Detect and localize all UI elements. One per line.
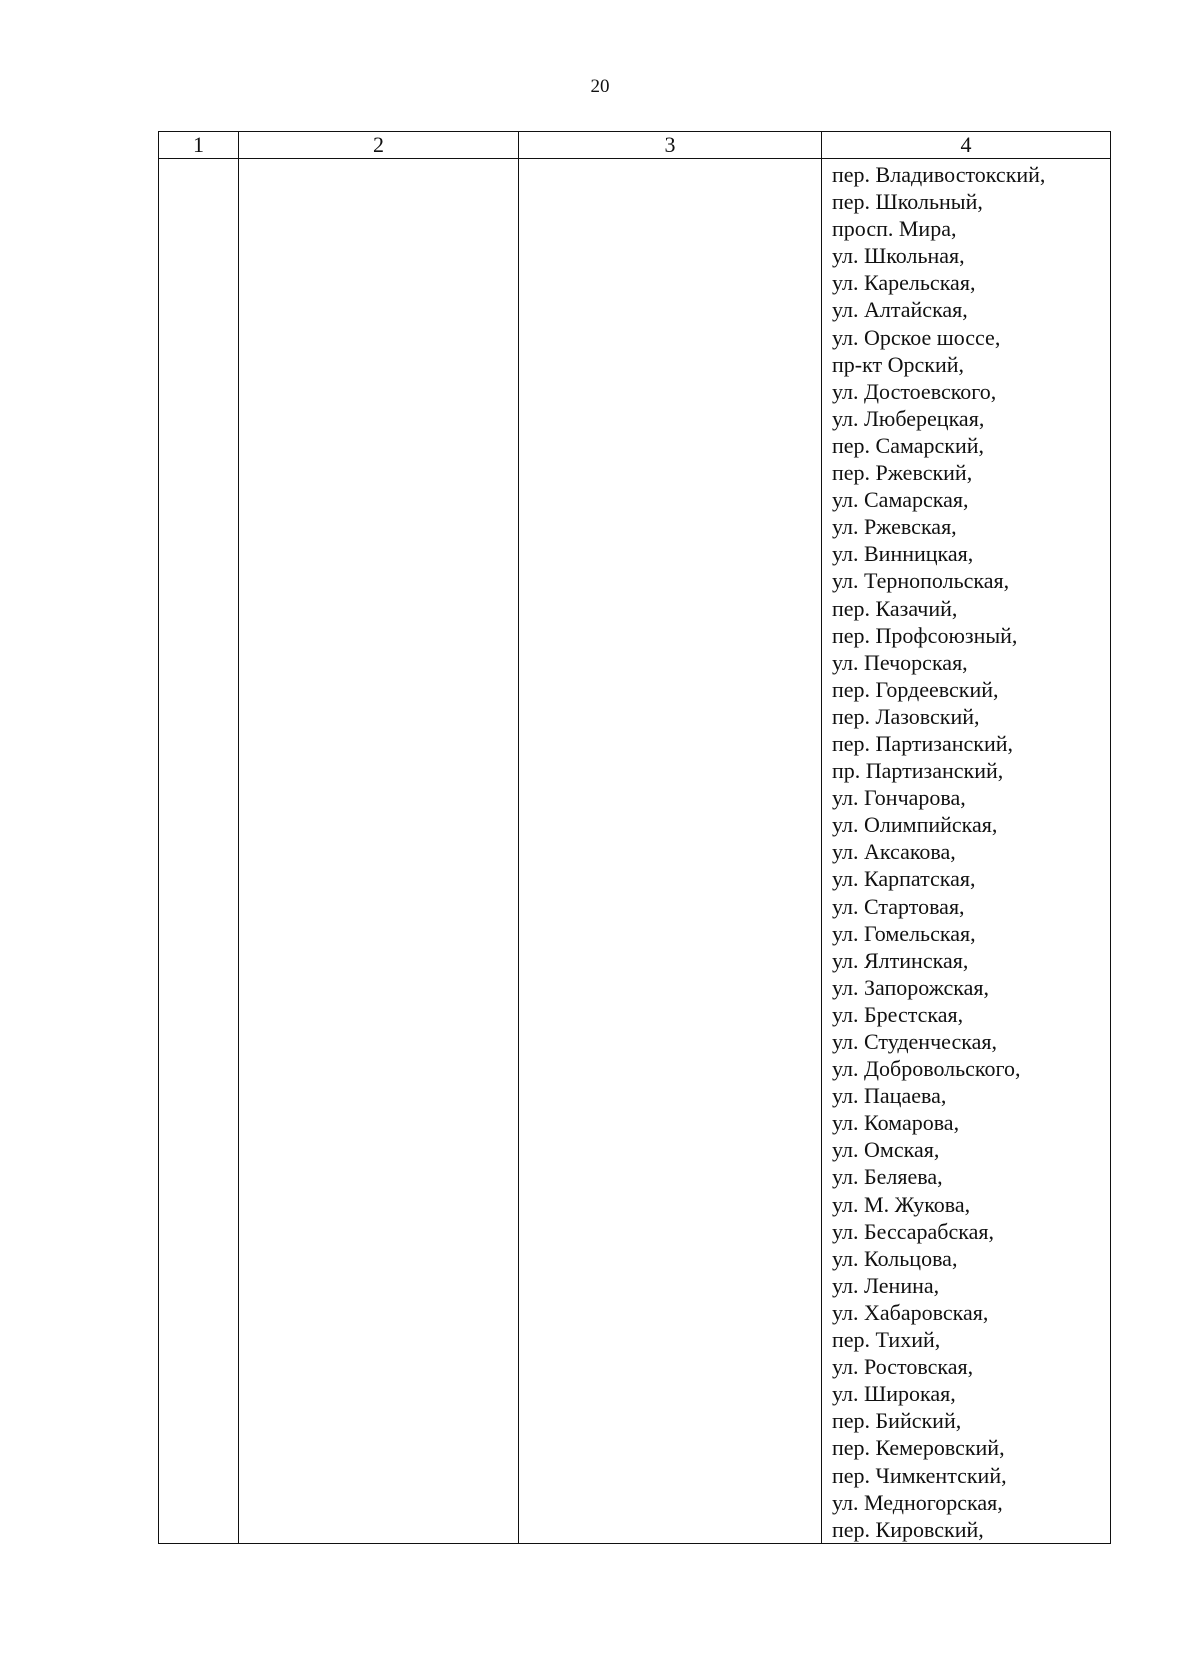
street-item: ул. Карельская, [832,270,976,296]
street-item: ул. Медногорская, [832,1489,1003,1515]
header-row [159,132,1111,159]
street-item: ул. Тернопольская, [832,568,1010,594]
street-item: ул. Карпатская, [832,866,976,892]
street-item: пер. Тихий, [832,1327,941,1353]
street-item: ул. Широкая, [832,1381,956,1407]
street-item: ул. Орское шоссе, [832,324,1001,350]
street-item: ул. Добровольского, [832,1056,1021,1082]
street-item: ул. Олимпийская, [832,812,998,838]
column-header-1: 1 [159,132,239,159]
street-item: ул. Беляева, [832,1164,943,1190]
street-item: ул. Печорская, [832,649,968,675]
street-item: ул. Аксакова, [832,839,956,865]
street-item: ул. Студенческая, [832,1029,997,1054]
street-item: ул. Ленина, [832,1272,940,1298]
column-header-2: 2 [239,132,519,159]
street-item: ул. Бессарабская, [832,1218,994,1244]
street-item: пер. Профсоюзный, [832,622,1018,648]
street-item: ул. Винницкая, [832,541,974,567]
street-item: ул. Люберецкая, [832,405,985,431]
street-item: пер. Бийский, [832,1408,962,1434]
street-item: пер. Казачий, [832,595,958,621]
street-item: пр-кт Орский, [832,351,964,377]
street-item: ул. Хабаровская, [832,1299,989,1325]
street-item: пер. Школьный, [832,189,983,215]
street-item: пр. Партизанский, [832,758,1004,784]
table-body [159,159,1111,1544]
street-item: ул. Ржевская, [832,514,957,540]
street-item: пер. Гордеевский, [832,676,999,702]
cell-col-3 [519,159,822,1544]
street-item: ул. Школьная, [832,243,965,269]
street-item: пер. Кировский, [832,1516,984,1542]
street-item: ул. Достоевского, [832,378,997,404]
street-item: пер. Партизанский, [832,730,1014,756]
street-item: просп. Мира, [832,216,957,242]
column-header-4: 4 [822,132,1111,159]
cell-col-4-streets [822,159,1111,1544]
street-item: ул. Гомельская, [832,920,976,946]
street-item: ул. Комарова, [832,1110,960,1136]
street-item: ул. Алтайская, [832,297,968,323]
street-item: ул. Гончарова, [832,785,966,811]
cell-col-2 [239,159,519,1544]
street-item: пер. Ржевский, [832,460,973,486]
street-item: ул. Омская, [832,1137,940,1163]
table-row [159,159,1111,1544]
street-item: ул. Самарская, [832,487,969,513]
page-number: 20 [590,76,610,97]
cell-col-1 [159,159,239,1544]
street-item: пер. Кемеровский, [832,1435,1005,1461]
street-item: пер. Лазовский, [832,703,980,729]
street-item: ул. Кольцова, [832,1245,958,1271]
street-item: ул. Пацаева, [832,1083,947,1109]
table-header [159,132,1111,159]
address-table [158,131,1111,1544]
street-item: пер. Чимкентский, [832,1462,1007,1488]
street-item: пер. Самарский, [832,432,985,458]
column-header-3: 3 [519,132,822,159]
street-item: ул. Брестская, [832,1001,964,1027]
street-item: ул. Ялтинская, [832,947,969,973]
street-item: ул. М. Жукова, [832,1191,971,1217]
street-item: пер. Владивостокский, [832,162,1046,187]
street-list [822,159,1110,1543]
street-item: ул. Стартовая, [832,893,965,919]
street-item: ул. Запорожская, [832,974,990,1000]
street-item: ул. Ростовская, [832,1354,974,1380]
